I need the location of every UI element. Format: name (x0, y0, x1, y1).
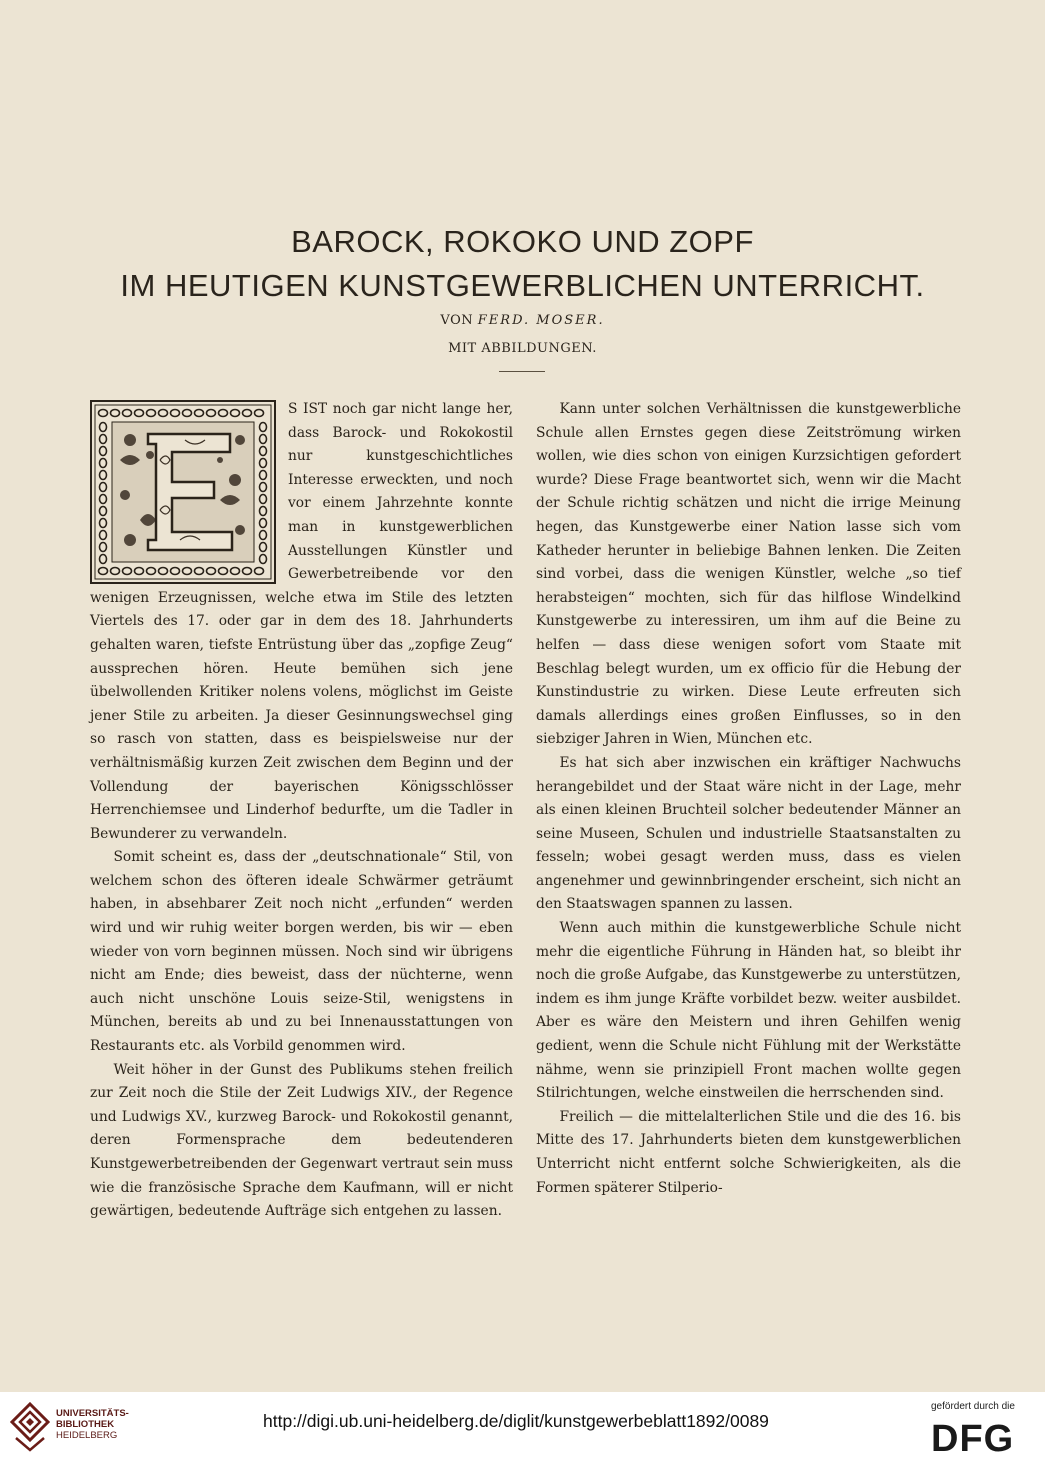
paragraph: Es hat sich aber inzwischen ein kräftiger Nachwuchs herangebildet und der Staat wäre nicht in der Lage, mehr als einen kleinen Bruchteil solcher bedeutender Männer an seine Museen, Schulen und industrielle Staatsanstalten zu fesseln; wobei gesagt werden muss, dass es vielen angenehmer und gewinnbringender erscheint, sich nicht an den Staatswagen spannen zu lassen. (536, 754, 961, 913)
permalink-url[interactable]: http://digi.ub.uni-heidelberg.de/diglit/kunstgewerbeblatt1892/0089 (263, 1411, 769, 1431)
right-column (536, 398, 961, 1200)
article-title-line-1: BAROCK, ROKOKO UND ZOPF (291, 224, 754, 259)
paragraph: S IST noch gar nicht lange her, dass Barock- und Rokokostil nur kunstgeschichtliches Interesse erweckten, und noch vor einem Jahrzehnte konnte man in kunstgewerblichen Ausstellungen Künstler und Gewerbetreibende vor den wenigen Erzeugnissen, welche etwa im Stile des letzten Viertels des 17. oder gar in dem des 18. Jahrhunderts gehalten waren, tiefste Entrüstung über das „zopfige Zeug“ aussprechen hören. Heute bemühen sich jene übelwollenden Kritiker nolens volens, möglichst im Geiste jener Stile zu arbeiten. Ja dieser Gesinnungswechsel ging so rasch von statten, dass es beispielsweise nur der verhältnismäßig kurzen Zeit zwischen dem Beginn und der Vollendung der bayerischen Königsschlösser Herrenchiemsee und Linderhof bedurfte, um die Tadler in Bewunderer zu verwandeln. (90, 401, 513, 842)
library-name-line-3: HEIDELBERG (56, 1430, 118, 1441)
paragraph: Kann unter solchen Verhältnissen die kunstgewerbliche Schule allen Ernstes gegen diese Zeitströmung wirken wollen, wie dies schon von einigen Kurzsichtigen gefordert wurde? Diese Frage beantwortet sich, wenn wir die Macht der Schule richtig schätzen und nicht die irrige Meinung hegen, das Kunstgewerbe einer Nation lasse sich vom Katheder herunter in beliebige Bahnen lenken. Die Zeiten sind vorbei, dass die wenigen Künstler, welche „so tief herabsteigen“ mochten, sich für das hilflose Windelkind Kunstgewerbe zu interessiren, um ihm auf die Beine zu helfen — dass diese wenigen sofort vom Staate mit Beschlag belegt wurden, um ex officio für die Hebung der Kunstindustrie zu wirken. Diese Leute erfreuten sich damals allerdings eines großen Einflusses, so in den siebziger Jahren in Wien, München etc. (536, 401, 961, 748)
left-column (90, 398, 513, 1224)
paragraph: Freilich — die mittelalterlichen Stile und die des 16. bis Mitte des 17. Jahrhunderts bieten dem kunstgewerblichen Unterricht nicht entfernt solche Schwierigkeiten, als die Formen späterer Stilperio- (536, 1108, 961, 1196)
funding-note: gefördert durch die (931, 1401, 1015, 1412)
ornamental-initial-e-icon (90, 400, 276, 584)
author-name: FERD. MOSER. (477, 313, 605, 328)
library-name-line-1: UNIVERSITÄTS- (56, 1408, 129, 1419)
library-name (56, 1408, 129, 1441)
article-subtitle: MIT ABBILDUNGEN. (448, 341, 597, 356)
paragraph: Weit höher in der Gunst des Publikums stehen freilich zur Zeit noch die Stile der Zeit Ludwigs XIV., der Regence und Ludwigs XV., kurzweg Barock- und Rokokostil genannt, deren Formensprache dem bedeutenderen Kunstgewerbetreibenden der Gegenwart vertraut sein muss wie die französische Sprache dem Kaufmann, will er nicht gewärtigen, bedeutende Aufträge sich entgehen zu lassen. (90, 1061, 513, 1220)
article-title-line-2: IM HEUTIGEN KUNSTGEWERBLICHEN UNTERRICHT. (120, 268, 925, 303)
byline-prefix: VON (440, 313, 474, 328)
title-divider (499, 371, 545, 372)
byline (0, 313, 1045, 328)
dfg-logo: DFG (931, 1418, 1015, 1460)
paragraph: Wenn auch mithin die kunstgewerbliche Schule nicht mehr die eigentliche Führung in Händen hat, so bleibt ihr noch die große Aufgabe, das Kunstgewerbe zu unterstützen, indem es ihm junge Kräfte vorbildet bezw. weiter ausbildet. Aber es wäre den Meistern und ihren Gehilfen wenig gedient, wenn die Schule nicht Fühlung mit der Werkstätte nähme, wenn sie prinzipiell Front machen wollte gegen Stilrichtungen, welche einstweilen die herrschenden sind. (536, 920, 961, 1102)
paragraph: Somit scheint es, dass der „deutschnationale“ Stil, von welchem schon des öfteren ideale Schwärmer geträumt haben, in absehbarer Zeit noch nicht „erfunden“ werden wird und wir ruhig weiter borgen werden, bis wir — eben wieder von vorn beginnen müssen. Noch sind wir übrigens nicht am Ende; dies beweist, dass der nüchterne, wenn auch nicht unschöne Louis seize-Stil, wenigstens in München, bereits ab und zu bei Innenausstattungen von Restaurants etc. als Vorbild genommen wird. (90, 849, 513, 1055)
university-library-logo-icon (10, 1402, 50, 1452)
library-name-line-2: BIBLIOTHEK (56, 1419, 115, 1430)
